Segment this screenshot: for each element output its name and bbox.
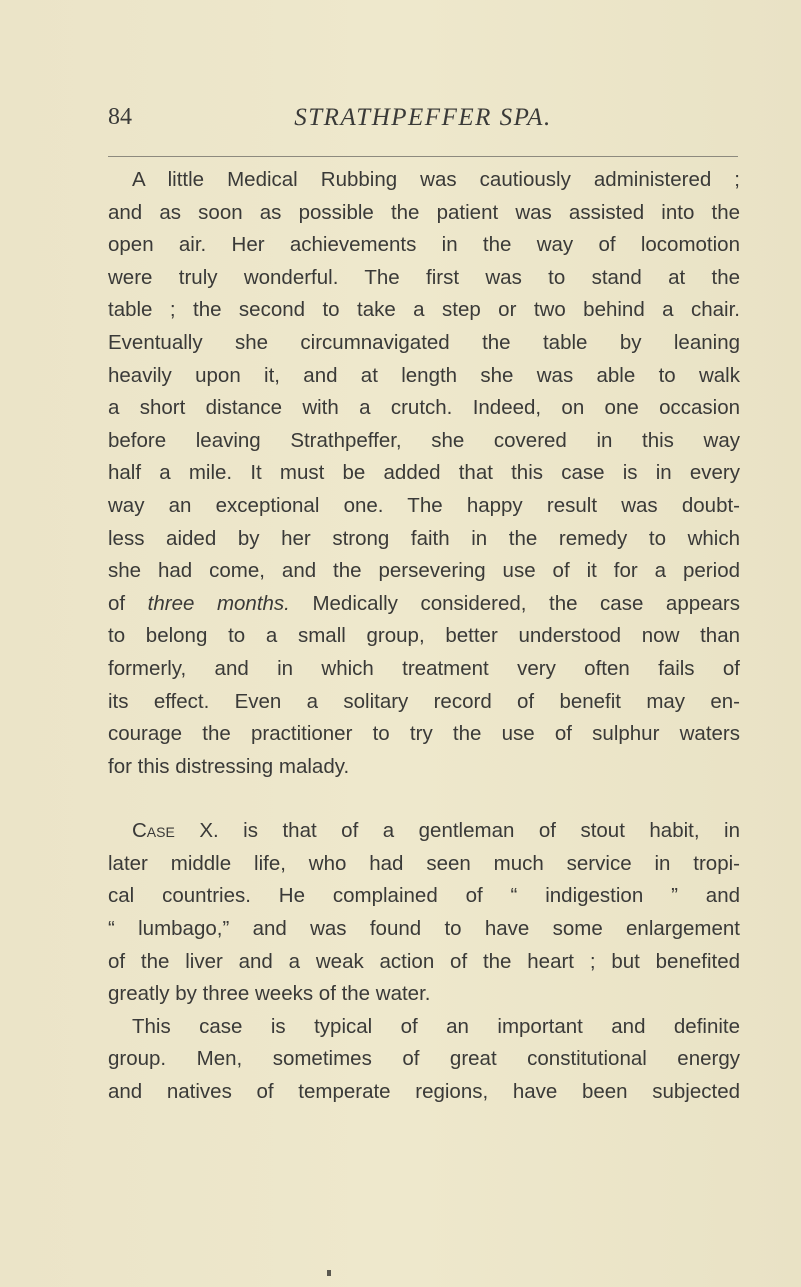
text-line: and natives of temperate regions, have been subjected (108, 1080, 740, 1104)
text-line: she had come, and the persevering use of it for a period (108, 559, 740, 583)
text-line: of the liver and a weak action of the heart ; but benefited (108, 949, 740, 973)
text-line (108, 588, 740, 621)
text-line: for this distressing malady. (108, 754, 350, 778)
page-number: 84 (108, 104, 132, 130)
text-line: later middle life, who had seen much service in tropi- (108, 851, 740, 875)
page-header (108, 104, 738, 138)
paragraph-gap (108, 783, 740, 815)
text-line: Eventually she circumnavigated the table by leaning (108, 330, 740, 354)
text-line: way an exceptional one. The happy result was doubt- (108, 493, 740, 517)
text-line: group. Men, sometimes of great constitutional energy (108, 1047, 740, 1071)
italic-phrase: three months. (147, 591, 290, 615)
text-line: to belong to a small group, better understood now than (108, 624, 740, 648)
text-line: its effect. Even a solitary record of benefit may en- (108, 689, 740, 713)
text-line: before leaving Strathpeffer, she covered in this way (108, 428, 740, 452)
text-line (108, 815, 740, 848)
text-line: were truly wonderful. The first was to stand at the (108, 265, 740, 289)
running-title: STRATHPEFFER SPA. (294, 104, 552, 131)
text-line: courage the practitioner to try the use of sulphur waters (108, 722, 740, 746)
text-line: a short distance with a crutch. Indeed, on one occasion (108, 396, 740, 420)
text-line: half a mile. It must be added that this case is in every (108, 461, 740, 485)
text-line: table ; the second to take a step or two behind a chair. (108, 298, 740, 322)
text-line: open air. Her achievements in the way of locomotion (108, 233, 740, 257)
text-line: heavily upon it, and at length she was able to walk (108, 363, 740, 387)
text-line: cal countries. He complained of “ indigestion ” and (108, 884, 740, 908)
header-rule (108, 156, 738, 157)
case-label: Case (132, 819, 175, 843)
text-segment: Medically considered, the case appears (289, 591, 741, 615)
text-segment: of (108, 591, 148, 615)
text-line: A little Medical Rubbing was cautiously administered ; (132, 168, 740, 191)
text-line: and as soon as possible the patient was assisted into the (108, 200, 740, 224)
body-text (108, 164, 740, 1109)
text-line: formerly, and in which treatment very often fails of (108, 656, 740, 680)
print-mark (327, 1270, 331, 1276)
text-line: “ lumbago,” and was found to have some enlargement (108, 917, 740, 941)
text-line: less aided by her strong faith in the remedy to which (108, 526, 740, 550)
text-segment: X. is that of a gentleman of stout habit, in (174, 819, 740, 843)
text-line: This case is typical of an important and definite (132, 1014, 740, 1038)
text-line: greatly by three weeks of the water. (108, 982, 431, 1006)
